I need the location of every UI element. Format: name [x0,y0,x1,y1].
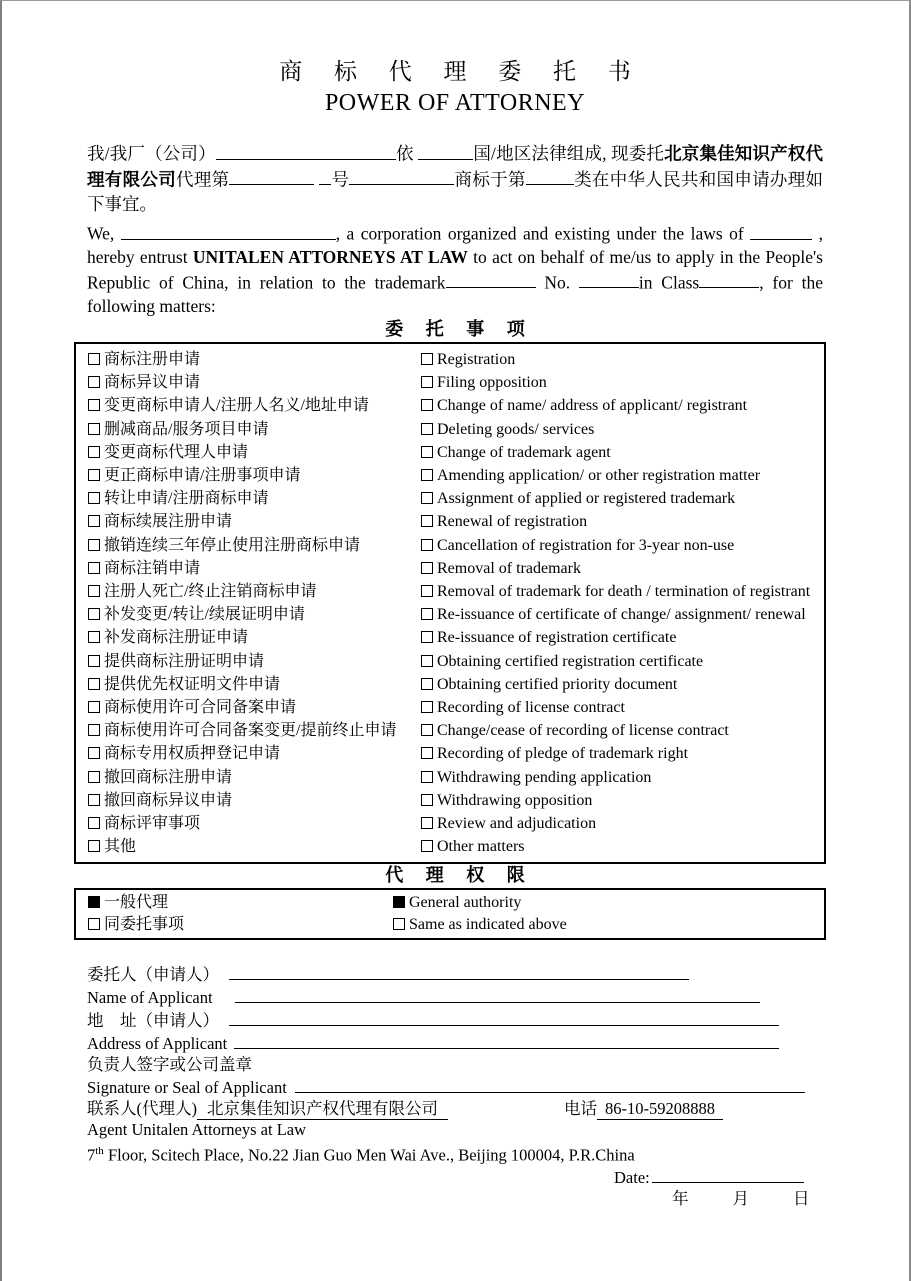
text-segment: , for the following matters: [87,272,823,316]
matters-row [88,789,824,812]
matters-label-en: Renewal of registration [437,513,588,531]
matters-row [88,534,824,557]
signature-fill-line [295,1075,805,1093]
checkbox-icon[interactable] [88,423,100,435]
matters-label-en: Removal of trademark [437,559,581,577]
year-label: 年 [672,1188,689,1208]
signature-row-en [87,1075,823,1098]
matters-cell-en [421,812,824,835]
fill-line [319,167,331,186]
checkbox-icon[interactable] [421,608,433,620]
checkbox-icon[interactable] [421,724,433,736]
matters-label-en: Withdrawing pending application [437,768,652,786]
title-english: POWER OF ATTORNEY [324,90,586,116]
fill-line [229,167,314,186]
matters-label-en: Filing opposition [437,374,547,392]
text-segment: Floor, Scitech Place, No.22 Jian Guo Men Wai Ave., Beijing 100004, P.R.China [103,1145,635,1165]
text-segment: , hereby entrust [87,223,824,267]
matters-cell-en [421,348,824,371]
matters-cell-en [421,742,824,765]
checkbox-icon[interactable] [88,631,100,643]
matters-row [88,812,824,835]
matters-label-cn: 商标使用许可合同备案变更/提前终止申请 [104,722,397,740]
date-fill-line [652,1166,804,1184]
matters-row [88,603,824,626]
authority-label-en: Same as indicated above [409,916,567,934]
date-row [614,1166,823,1189]
matters-heading: 委 托 事 项 [385,319,534,339]
matters-row [88,742,824,765]
authority-label-cn: 同委托事项 [104,916,185,934]
matters-label-cn: 其他 [104,838,137,856]
matters-row [88,441,824,464]
matters-cell-en [421,441,824,464]
matters-row [88,580,824,603]
matters-row [88,719,824,742]
matters-label-en: Review and adjudication [437,815,597,833]
matters-cell-en [421,626,824,649]
checkbox-icon[interactable] [88,701,100,713]
matters-label-cn: 转让申请/注册商标申请 [104,490,269,508]
checkbox-icon[interactable] [421,469,433,481]
matters-label-en: Recording of pledge of trademark right [437,745,689,763]
applicant-name-row-cn [87,962,823,985]
signature-row-cn [87,1055,823,1076]
checkbox-icon[interactable] [88,492,100,504]
agent-address [87,1141,635,1166]
address-fill-line [229,1009,779,1027]
matters-cell-cn [88,534,421,557]
checkbox-icon[interactable] [421,353,433,365]
matters-row [88,348,824,371]
checkbox-icon[interactable] [421,562,433,574]
matters-label-cn: 商标异议申请 [104,374,201,392]
checkbox-icon[interactable] [88,918,100,930]
text-segment: We, [87,223,121,244]
checkbox-icon[interactable] [88,539,100,551]
fill-line [121,221,336,240]
contact-agent-name: 北京集佳知识产权代理有限公司 [197,1099,448,1121]
checkbox-icon[interactable] [88,376,100,388]
checkbox-icon[interactable] [88,399,100,411]
matters-row [88,696,824,719]
matters-label-cn: 商标使用许可合同备案申请 [104,699,297,717]
matters-cell-en [421,534,824,557]
text-segment: 号 [331,169,350,189]
text-segment: No. [535,272,579,292]
fill-line [446,270,536,289]
text-segment: 依 [395,143,419,164]
checkbox-icon[interactable] [88,678,100,690]
matters-cell-en [421,719,824,742]
checkbox-icon[interactable] [421,771,433,783]
matters-label-en: Removal of trademark for death / termination of registrant [437,583,811,601]
day-label: 日 [793,1188,810,1208]
fill-line [349,167,454,186]
matters-label-en: Other matters [437,838,525,856]
checkbox-icon[interactable] [88,840,100,852]
checkbox-icon[interactable] [421,631,433,643]
checkbox-icon[interactable] [421,399,433,411]
fill-line [579,270,639,289]
fill-line [750,221,812,240]
matters-row [88,673,824,696]
checkbox-icon[interactable] [421,423,433,435]
authority-cell-en [393,914,824,936]
text-segment: in Class [638,272,700,292]
authority-row [88,914,824,936]
checkbox-icon[interactable] [88,771,100,783]
matters-label-cn: 商标注册申请 [104,351,201,368]
applicant-name-fill-line [229,962,689,980]
checkbox-icon[interactable] [88,515,100,527]
matters-cell-cn [88,418,421,441]
matters-cell-cn [88,835,421,858]
matters-cell-cn [88,766,421,789]
matters-cell-en [421,650,824,673]
applicant-name-row-en [87,986,823,1009]
document-content [2,1,909,1210]
matters-cell-en [421,673,824,696]
checkbox-icon[interactable] [88,562,100,574]
matters-cell-en [421,557,824,580]
matters-label-cn: 提供优先权证明文件申请 [104,675,281,693]
signature-label-en: Signature or Seal of Applicant [87,1077,287,1097]
matters-label-cn: 补发变更/转让/续展证明申请 [104,606,305,624]
matters-cell-cn [88,441,421,464]
matters-label-cn: 商标续展注册申请 [104,513,233,531]
fill-line [418,141,473,160]
matters-label-cn: 撤回商标注册申请 [104,768,233,786]
address-label-en: Address of Applicant [87,1034,228,1054]
checkbox-icon[interactable] [421,840,433,852]
matters-label-cn: 撤回商标异议申请 [104,791,233,809]
text-segment: UNITALEN ATTORNEYS AT LAW [192,247,468,267]
matters-label-cn: 商标评审事项 [104,815,201,833]
matters-cell-cn [88,487,421,510]
matters-label-en: Cancellation of registration for 3-year non-use [437,536,735,554]
authority-cell-cn [88,892,393,914]
matters-label-en: Obtaining certified registration certificate [437,652,704,670]
matters-label-cn: 提供商标注册证明申请 [104,652,265,670]
checkbox-icon[interactable] [421,515,433,527]
matters-cell-en [421,696,824,719]
checkbox-icon[interactable] [421,747,433,759]
matters-cell-en [421,464,824,487]
matters-cell-cn [88,719,421,742]
checkbox-icon[interactable] [421,655,433,667]
matters-row [88,371,824,394]
matters-cell-en [421,835,824,858]
matters-cell-cn [88,789,421,812]
checkbox-icon[interactable] [421,794,433,806]
text-segment: 代理第 [176,169,230,189]
checkbox-icon[interactable] [88,747,100,759]
matters-label-cn: 变更商标申请人/注册人名义/地址申请 [104,397,369,415]
contact-row [87,1099,823,1121]
matters-cell-en [421,487,824,510]
text-segment: 我/我厂（公司） [87,143,216,164]
title-chinese: 商 标 代 理 委 托 书 [279,59,644,84]
authority-label-cn: 一般代理 [104,894,169,912]
matters-cell-cn [88,464,421,487]
text-segment: , a corporation organized and existing under the laws of [335,223,751,244]
matters-cell-cn [88,742,421,765]
matters-label-en: Withdrawing opposition [437,791,593,809]
matters-label-cn: 注册人死亡/终止注销商标申请 [104,583,317,601]
matters-cell-cn [88,626,421,649]
matters-cell-en [421,580,824,603]
checkbox-icon[interactable] [88,446,100,458]
intro-paragraph-english [87,221,823,318]
address-fill-line-en [234,1032,779,1050]
matters-row [88,394,824,417]
applicant-name-fill-line-en [235,986,760,1004]
checkbox-icon[interactable] [421,678,433,690]
agent-address-row [87,1141,823,1166]
text-segment: 类在中华人民共和国申请办理如下事宜。 [87,169,824,214]
text-segment: 北京集佳知识产权代理有限公司 [87,143,823,189]
matters-table [74,342,826,864]
intro-paragraph-chinese [87,141,823,217]
month-label: 月 [732,1188,749,1208]
matters-label-cn: 商标注销申请 [104,559,201,577]
matters-label-en: Assignment of applied or registered trademark [437,490,736,508]
matters-cell-cn [88,696,421,719]
matters-label-en: Change/cease of recording of license contract [437,722,729,740]
matters-label-en: Change of trademark agent [437,443,611,461]
text-segment: 商标于第 [454,169,526,189]
matters-label-cn: 更正商标申请/注册事项申请 [104,467,301,485]
checkbox-icon[interactable] [88,353,100,365]
checkbox-checked-icon[interactable] [88,896,100,908]
fill-line [699,270,759,289]
checkbox-icon[interactable] [88,817,100,829]
checkbox-icon[interactable] [421,701,433,713]
checkbox-icon[interactable] [421,585,433,597]
checkbox-checked-icon[interactable] [393,896,405,908]
matters-label-cn: 补发商标注册证申请 [104,629,249,647]
matters-label-en: Re-issuance of certificate of change/ assignment/ renewal [437,606,806,624]
matters-label-cn: 商标专用权质押登记申请 [104,745,281,763]
matters-cell-en [421,510,824,533]
fill-line [526,167,574,186]
matters-cell-en [421,603,824,626]
checkbox-icon[interactable] [88,585,100,597]
matters-cell-cn [88,394,421,417]
matters-row [88,487,824,510]
matters-label-cn: 撤销连续三年停止使用注册商标申请 [104,536,361,554]
matters-label-cn: 变更商标代理人申请 [104,443,249,461]
matters-cell-cn [88,510,421,533]
contact-label: 联系人(代理人) [87,1098,197,1118]
matters-cell-cn [88,348,421,371]
matters-label-en: Recording of license contract [437,699,625,717]
matters-cell-cn [88,603,421,626]
matters-row [88,835,824,858]
matters-row [88,464,824,487]
matters-label-en: Obtaining certified priority document [437,675,678,693]
checkbox-icon[interactable] [88,469,100,481]
authority-cell-en [393,892,824,914]
matters-cell-en [421,394,824,417]
matters-row [88,510,824,533]
checkbox-icon[interactable] [421,817,433,829]
matters-label-en: Amending application/ or other registration matter [437,467,761,485]
fill-line [216,141,396,160]
address-label-cn: 地 址（申请人） [87,1011,219,1031]
matters-cell-cn [88,812,421,835]
agent-name-row [87,1120,823,1141]
authority-label-en: General authority [409,894,522,912]
checkbox-icon[interactable] [421,376,433,388]
checkbox-icon[interactable] [88,794,100,806]
matters-cell-cn [88,673,421,696]
phone-label: 电话 [564,1098,597,1118]
text-segment: th [95,1144,104,1157]
matters-cell-en [421,789,824,812]
applicant-name-label-cn: 委托人（申请人） [87,964,219,984]
address-row-en [87,1032,823,1055]
matters-row [88,418,824,441]
text-segment: 7 [87,1145,96,1165]
signature-section [87,962,823,1209]
date-label: Date: [614,1168,650,1188]
checkbox-icon[interactable] [88,724,100,736]
matters-cell-en [421,418,824,441]
applicant-name-label-en: Name of Applicant [87,988,213,1008]
matters-cell-en [421,371,824,394]
checkbox-icon[interactable] [393,918,405,930]
matters-label-en: Deleting goods/ services [437,420,595,438]
authority-table [74,888,826,940]
matters-label-en: Registration [437,351,516,368]
signature-label-cn: 负责人签字或公司盖章 [87,1054,252,1074]
authority-cell-cn [88,914,393,936]
checkbox-icon[interactable] [421,492,433,504]
checkbox-icon[interactable] [88,608,100,620]
matters-label-cn: 删减商品/服务项目申请 [104,420,269,438]
matters-label-en: Re-issuance of registration certificate [437,629,677,647]
matters-row [88,766,824,789]
text-segment: 国/地区法律组成, 现委托 [473,143,665,164]
matters-row [88,650,824,673]
matters-label-en: Change of name/ address of applicant/ registrant [437,397,748,415]
matters-row [88,557,824,580]
matters-cell-cn [88,580,421,603]
checkbox-icon[interactable] [421,446,433,458]
matters-row [88,626,824,649]
phone-number: 86-10-59208888 [597,1099,723,1121]
matters-cell-en [421,766,824,789]
checkbox-icon[interactable] [421,539,433,551]
year-month-day-row [672,1189,823,1210]
agent-name-english: Agent Unitalen Attorneys at Law [87,1120,307,1140]
authority-heading: 代 理 权 限 [385,865,534,886]
address-row-cn [87,1009,823,1032]
text-segment: to act on behalf of me/us to apply in the People's Republic of China, in relation to the trademark [87,247,823,292]
authority-row [88,892,824,914]
matters-cell-cn [88,371,421,394]
matters-cell-cn [88,650,421,673]
checkbox-icon[interactable] [88,655,100,667]
matters-cell-cn [88,557,421,580]
